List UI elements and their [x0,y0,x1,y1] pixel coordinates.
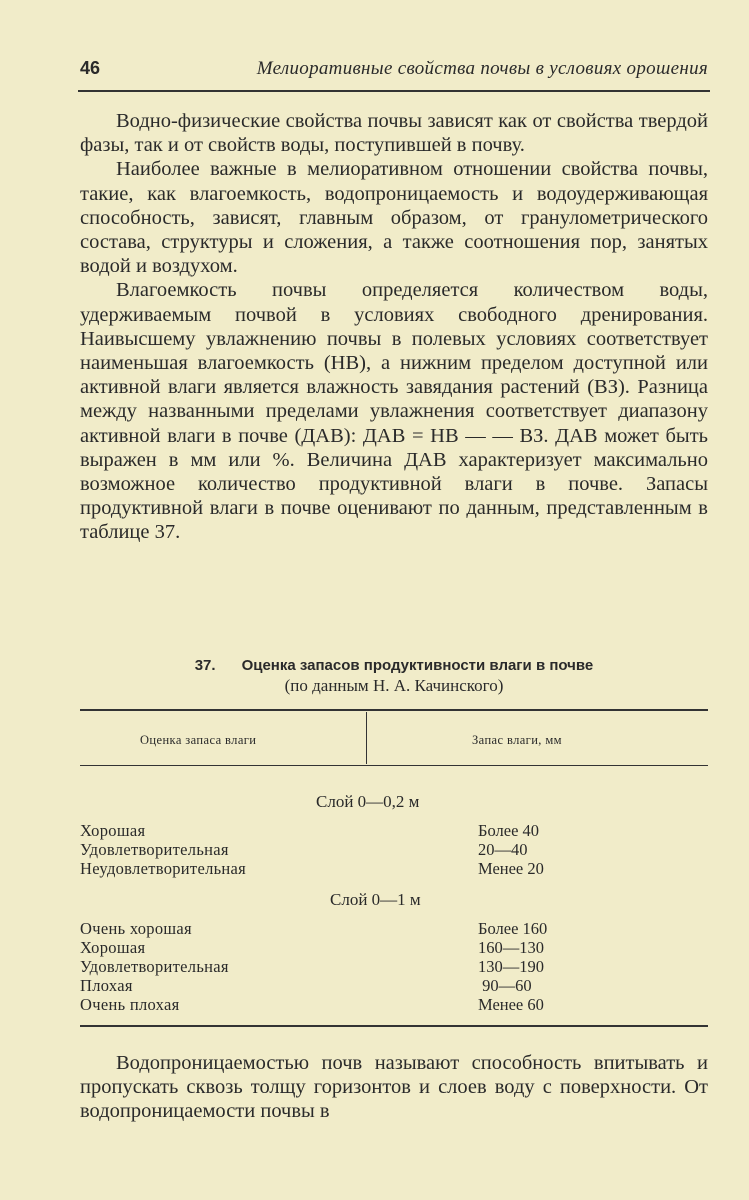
paragraph: Влагоемкость почвы определяется количеством воды, удерживаемым почвой в условиях свободного дренирования. Наивысшему увлажнению почвы в полевых условиях соответствует наименьшая влагоемкость (НВ), а нижним пределом доступной или активной влаги является влажность завядания растений (ВЗ). Разница между названными пределами увлажнения соответствует диапазону активной влаги в почве (ДАВ): ДАВ = НВ — — ВЗ. ДАВ может быть выражен в мм или %. Величина ДАВ характеризует максимально возможное количество продуктивной влаги в почве. Запасы продуктивной влаги в почве оценивают по данным, представленным в таблице 37. [80,279,708,544]
table-row-label: Очень хорошая [80,919,192,938]
table-row-value: 90—60 [478,976,532,995]
paragraph: Водно-физические свойства почвы зависят как от свойства твердой фазы, так и от свойств воды, поступившей в почву. [80,110,708,157]
table-row-value: Более 40 [478,821,540,840]
layer-heading: Слой 0—1 м [330,890,421,909]
table-row-value: 130—190 [478,957,544,976]
table-header-rule [80,765,708,766]
table-row-label: Удовлетворительная [80,840,229,859]
table-row-label: Очень плохая [80,995,180,1014]
column-header-reserve: Запас влаги, мм [472,733,562,747]
paragraph: Наиболее важные в мелиоративном отношении свойства почвы, такие, как влагоемкость, водопроницаемость и водоудерживающая способность, зависят, главным образом, от гранулометрического состава, структуры и сложения, а также соотношения пор, занятых водой и воздухом. [80,158,708,278]
table-row-value: Менее 20 [478,859,544,878]
page-header [80,58,708,80]
column-header-assessment: Оценка запаса влаги [140,733,257,747]
table-title-line [80,657,708,674]
table-row-value: 20—40 [478,840,528,859]
body-text-bottom [80,1051,708,1124]
table-subtitle: (по данным Н. А. Качинского) [284,676,504,695]
table-row-label: Удовлетворительная [80,957,229,976]
table-row-label: Неудовлетворительная [80,859,247,878]
table-row-value: Более 160 [478,919,548,938]
table-caption [80,657,708,696]
running-title: Мелиоративные свойства почвы в условиях орошения [256,58,708,79]
body-text-top [80,109,708,545]
page-number: 46 [80,58,101,78]
layer-heading: Слой 0—0,2 м [316,792,420,811]
table-row-value: Менее 60 [478,995,544,1014]
table-bottom-rule [80,1025,708,1027]
table-row-label: Хорошая [80,821,146,840]
table-title: Оценка запасов продуктивности влаги в почве [241,657,594,674]
header-rule [78,90,710,92]
table-number: 37. [194,657,216,674]
paragraph: Водопроницаемостью почв называют способность впитывать и пропускать сквозь толщу горизонтов и слоев воду с поверхности. От водопроницаемости почвы в [80,1052,708,1123]
table-row-label: Плохая [80,976,133,995]
table-row-value: 160—130 [478,938,544,957]
table-column-divider [366,712,367,764]
table-row-label: Хорошая [80,938,146,957]
table-top-rule [80,709,708,711]
